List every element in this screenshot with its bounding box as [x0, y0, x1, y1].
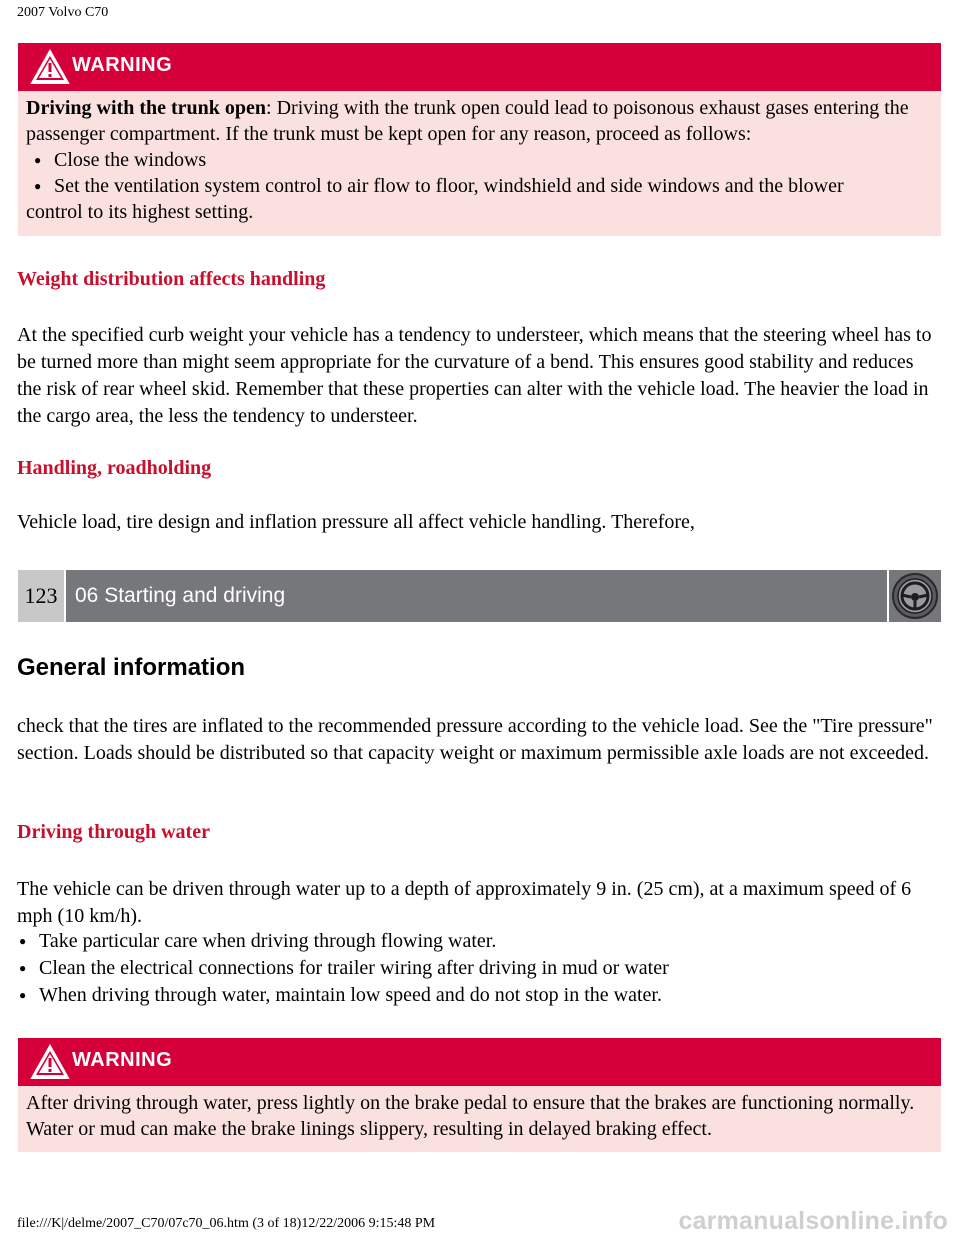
- warning-banner: [18, 1038, 941, 1086]
- warning-lead-text: : Driving with the trunk open could lead to poisonous exhaust gases entering the passenger compartment. If the trunk must be kept open for any reason, proceed as follows:: [26, 97, 909, 145]
- bullet-icon: ●: [19, 988, 27, 1002]
- warning-label: WARNING: [72, 1049, 173, 1071]
- water-bullet-list: [17, 928, 942, 1009]
- footer-path: file:///K|/delme/2007_C70/07c70_06.htm (3 of 18)12/22/2006 9:15:48 PM: [17, 1216, 436, 1231]
- warning-triangle-icon: [30, 49, 70, 85]
- warning-banner: [18, 43, 941, 91]
- list-item: ● Clean the electrical connections for trailer wiring after driving in mud or water: [17, 955, 942, 982]
- document-header: 2007 Volvo C70: [17, 5, 109, 20]
- page-number: 123: [18, 570, 64, 622]
- bullet-icon: ●: [34, 153, 42, 167]
- warning-body: [18, 1086, 941, 1152]
- warning-paragraph: After driving through water, press lightly on the brake pedal to ensure that the brakes are functioning normally. Water or mud can make the brake linings slippery, resulting in delayed braking effect.: [26, 1092, 915, 1140]
- bullet-icon: ●: [34, 179, 42, 193]
- general-text: check that the tires are inflated to the recommended pressure according to the vehicle load. See the "Tire pressure" section. Loads should be distributed so that capacity weight or maximum permissible axle loads are not exceeded.: [17, 715, 933, 764]
- section-heading-water: Driving through water: [17, 821, 210, 843]
- chapter-title: 06 Starting and driving: [66, 570, 887, 622]
- page-title: General information: [17, 654, 246, 681]
- watermark: carmanualsonline.info: [678, 1207, 948, 1235]
- warning-lead-bold: Driving with the trunk open: [26, 97, 267, 119]
- list-item: ● Take particular care when driving through flowing water.: [17, 928, 942, 955]
- warning-paragraph: [26, 95, 933, 147]
- warning-triangle-icon: [30, 1044, 70, 1080]
- bullet-icon: ●: [19, 961, 27, 975]
- warning-body: [18, 91, 941, 236]
- section-heading-weight: Weight distribution affects handling: [17, 268, 326, 290]
- section-text-weight: At the specified curb weight your vehicle has a tendency to understeer, which means that the steering wheel has to be turned more than might seem appropriate for the curvature of a bend. This ensures good stability and reduces the risk of rear wheel skid. Remember that these properties can alter with the vehicle load. The heavier the load in the cargo area, the less the tendency to understeer.: [17, 324, 932, 427]
- bullet-icon: ●: [19, 934, 27, 948]
- chapter-icon-box: [889, 570, 941, 622]
- steering-wheel-icon: [889, 570, 941, 622]
- list-item: ● Set the ventilation system control to air flow to floor, windshield and side windows and the blower: [34, 175, 844, 197]
- section-bar: [18, 570, 941, 622]
- section-heading-handling: Handling, roadholding: [17, 457, 212, 479]
- list-item: ● Close the windows: [34, 149, 207, 171]
- warning-label: WARNING: [72, 54, 173, 76]
- section-text-water: The vehicle can be driven through water up to a depth of approximately 9 in. (25 cm), at a maximum speed of 6 mph (10 km/h).: [17, 878, 912, 927]
- list-item: ● When driving through water, maintain low speed and do not stop in the water.: [17, 982, 942, 1009]
- warning-tail: control to its highest setting.: [26, 201, 254, 223]
- section-text-handling: Vehicle load, tire design and inflation pressure all affect vehicle handling. Therefore,: [17, 511, 695, 533]
